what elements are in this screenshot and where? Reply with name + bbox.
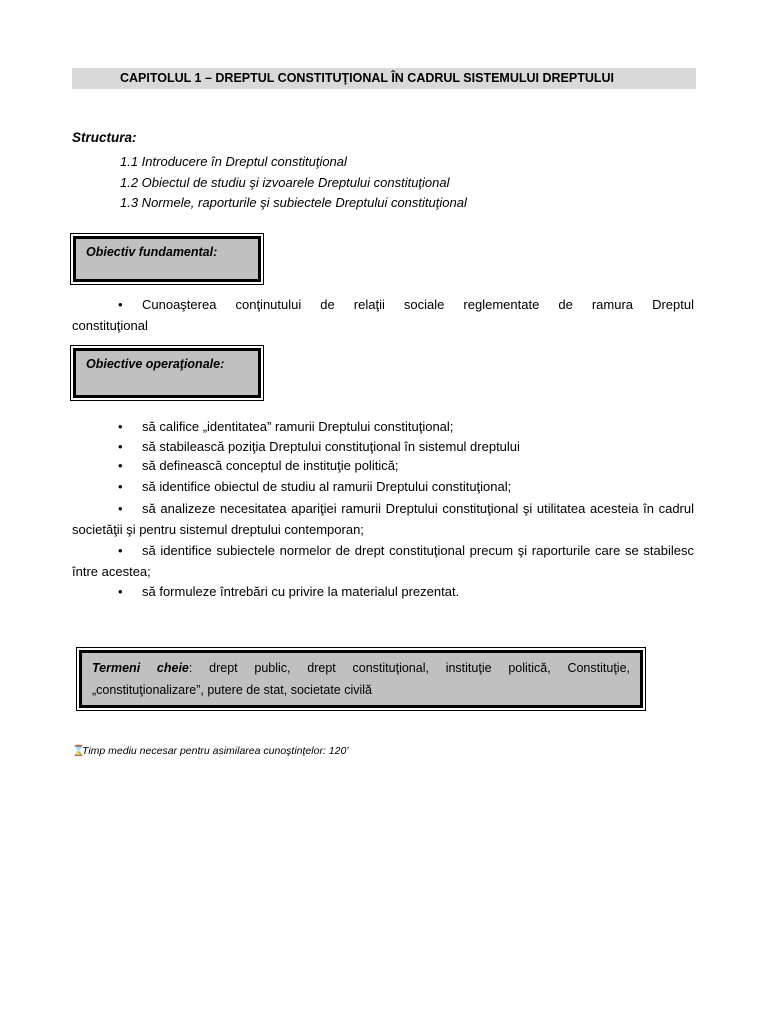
structura-item: 1.2 Obiectul de studiu şi izvoarele Dreptului constituţional [120,174,450,190]
chapter-title-bar [72,68,696,89]
list-item-text: să analizeze necesitatea apariţiei ramurii Dreptului constituţional şi utilitatea acesteia în cadrul societăţii şi pentru sistemul dreptului contemporan; [72,501,694,537]
obiectiv-fundamental-box [73,236,261,282]
termeni-cheie-box [79,650,643,708]
list-item [72,582,694,602]
obiectiv-fundamental-label: Obiectiv fundamental: [86,245,218,259]
termeni-cheie-label: Termeni cheie [92,661,189,675]
termeni-cheie-text [92,657,630,701]
bullet-marker: • [118,478,123,494]
bullet-marker: • [118,543,123,558]
bullet-marker: • [118,501,123,516]
bullet-marker: • [118,458,123,473]
list-item [72,417,694,437]
list-item [72,498,694,540]
chapter-title: CAPITOLUL 1 – DREPTUL CONSTITUŢIONAL ÎN CADRUL SISTEMULUI DREPTULUI [120,71,615,85]
list-item [72,477,694,497]
list-item [72,437,694,457]
termeni-cheie-list: : drept public, drept constituţional, instituţie politică, Constituţie, „constituţionalizare”, putere de stat, societate civilă [92,661,630,697]
list-item [72,456,694,476]
bullet-marker: • [118,438,123,454]
list-item-text: să identifice subiectele normelor de drept constituţional precum şi raporturile care se stabilesc între acestea; [72,543,694,579]
obiective-operationale-box [73,348,261,398]
list-item-text: să identifice obiectul de studiu al ramurii Dreptului constituţional; [142,478,512,494]
structura-item: 1.3 Normele, raporturile şi subiectele Dreptului constituţional [120,195,467,210]
list-item-text: să stabilească poziţia Dreptului constituţional în sistemul dreptului [142,438,520,454]
structura-item: 1.1 Introducere în Dreptul constituţional [120,154,347,169]
list-item-text: să definească conceptul de instituţie politică; [142,458,399,473]
bullet-marker: • [118,297,123,312]
obiective-operationale-list [72,417,694,602]
hourglass-icon: ⌛ [72,745,86,757]
list-item [72,540,694,582]
structura-list [120,152,467,214]
obiectiv-fundamental-text-line1: Cunoaşterea conţinutului de relaţii sociale reglementate de ramura Dreptul [142,297,694,312]
bullet-marker: • [118,584,123,599]
structura-heading: Structura: [72,130,137,145]
timp-mediu-note [72,744,349,757]
list-item-text: să califice „identitatea” ramurii Dreptului constituţional; [142,419,454,434]
obiectiv-fundamental-paragraph [72,294,694,336]
bullet-marker: • [118,419,123,434]
obiectiv-fundamental-text-line2: constituţional [72,318,148,333]
list-item-text: să formuleze întrebări cu privire la materialul prezentat. [142,584,460,599]
obiective-operationale-label: Obiective operaţionale: [86,357,225,371]
timp-mediu-text: Timp mediu necesar pentru asimilarea cunoştinţelor: 120’ [82,745,349,757]
